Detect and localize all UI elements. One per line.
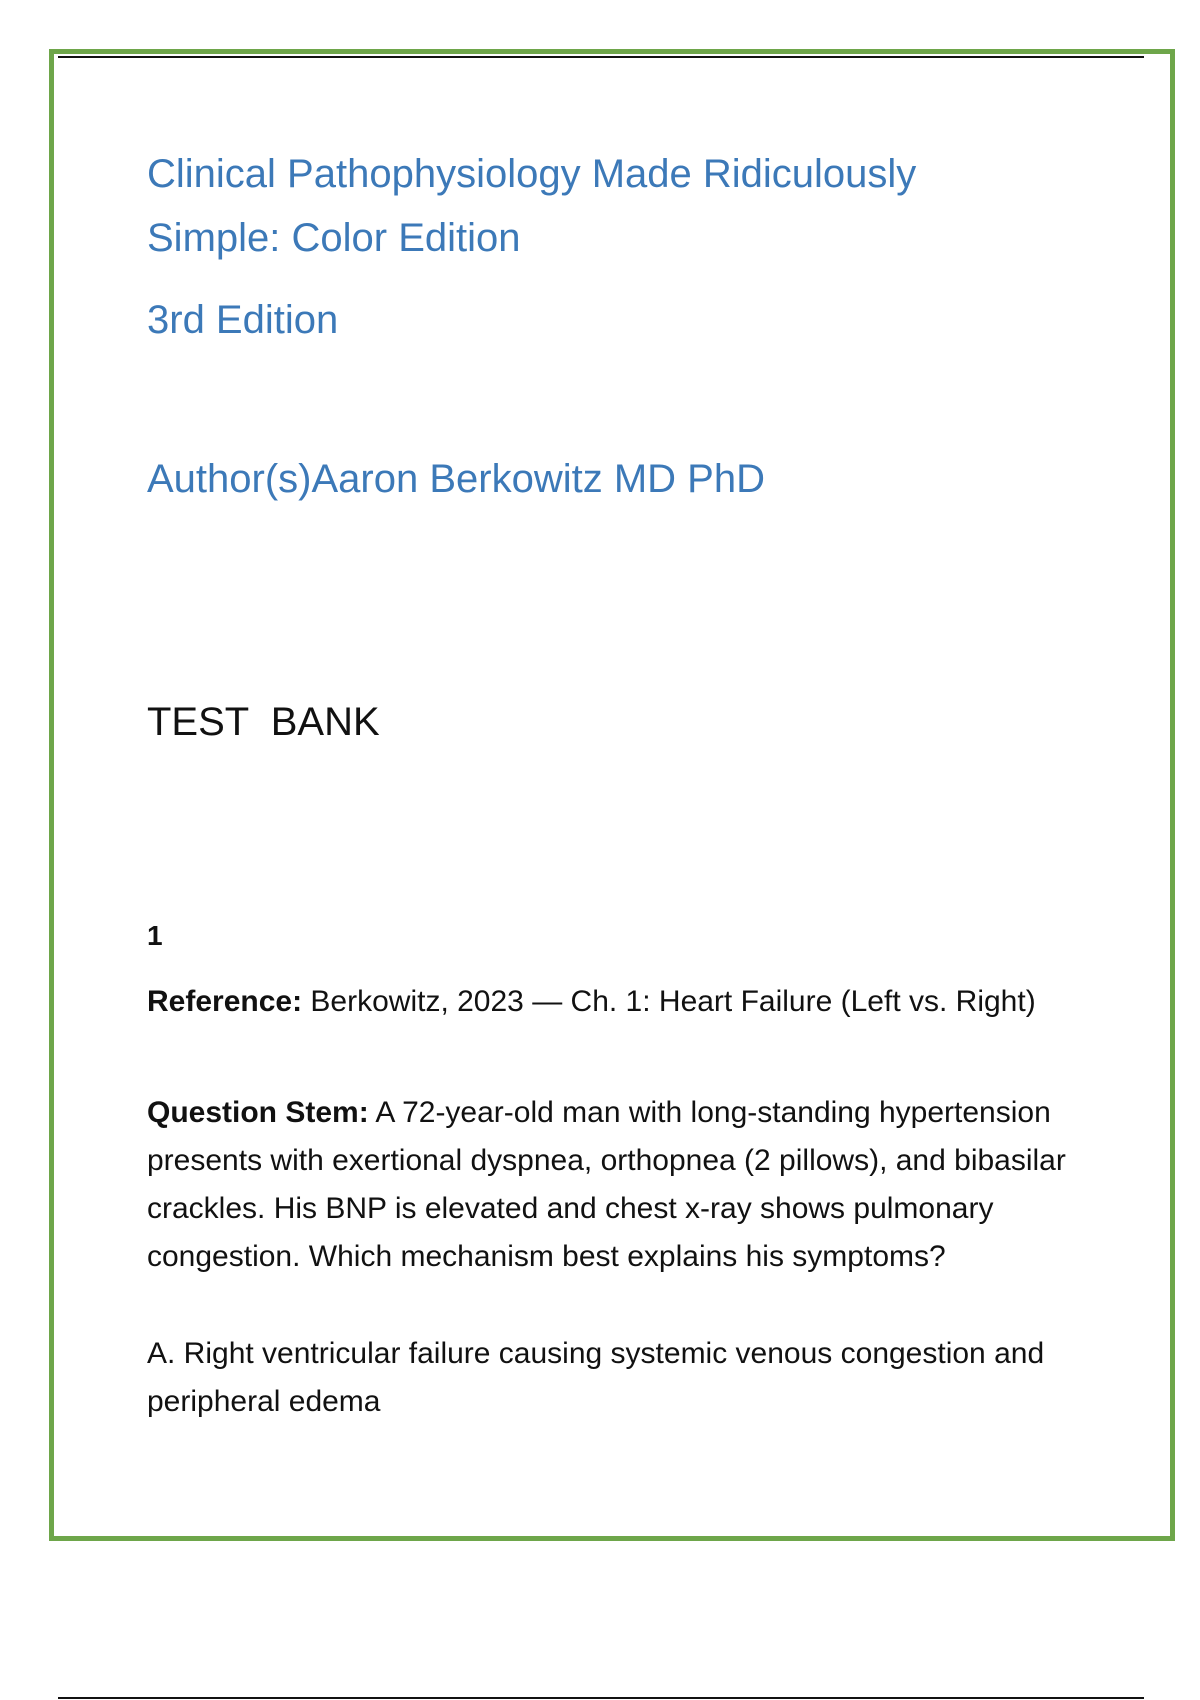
reference-text: Berkowitz, 2023 — Ch. 1: Heart Failure (Left vs. Right)	[302, 985, 1036, 1018]
reference-label: Reference:	[147, 985, 303, 1018]
edition-label: 3rd Edition	[147, 298, 339, 342]
question-number: 1	[147, 920, 163, 951]
question-reference	[147, 978, 1092, 1026]
question-stem	[147, 1089, 1092, 1281]
stem-label: Question Stem:	[147, 1096, 369, 1129]
top-rule	[58, 56, 1144, 58]
stem-text: A 72-year-old man with long-standing hypertension presents with exertional dyspnea, orthopnea (2 pillows), and bibasilar crackles. His BNP is elevated and chest x-ray shows pulmonary congestion. Which mechanism best explains his symptoms?	[147, 1096, 1066, 1273]
document-title-line-2: Simple: Color Edition	[147, 216, 521, 260]
answer-option-a: A. Right ventricular failure causing systemic venous congestion and peripheral edema	[147, 1337, 1045, 1418]
author-line: Author(s)Aaron Berkowitz MD PhD	[147, 457, 765, 501]
bottom-rule	[58, 1697, 1144, 1699]
page-border	[49, 49, 1175, 1541]
document-title-line-1: Clinical Pathophysiology Made Ridiculously	[147, 152, 917, 196]
test-bank-heading: TEST BANK	[147, 700, 380, 744]
